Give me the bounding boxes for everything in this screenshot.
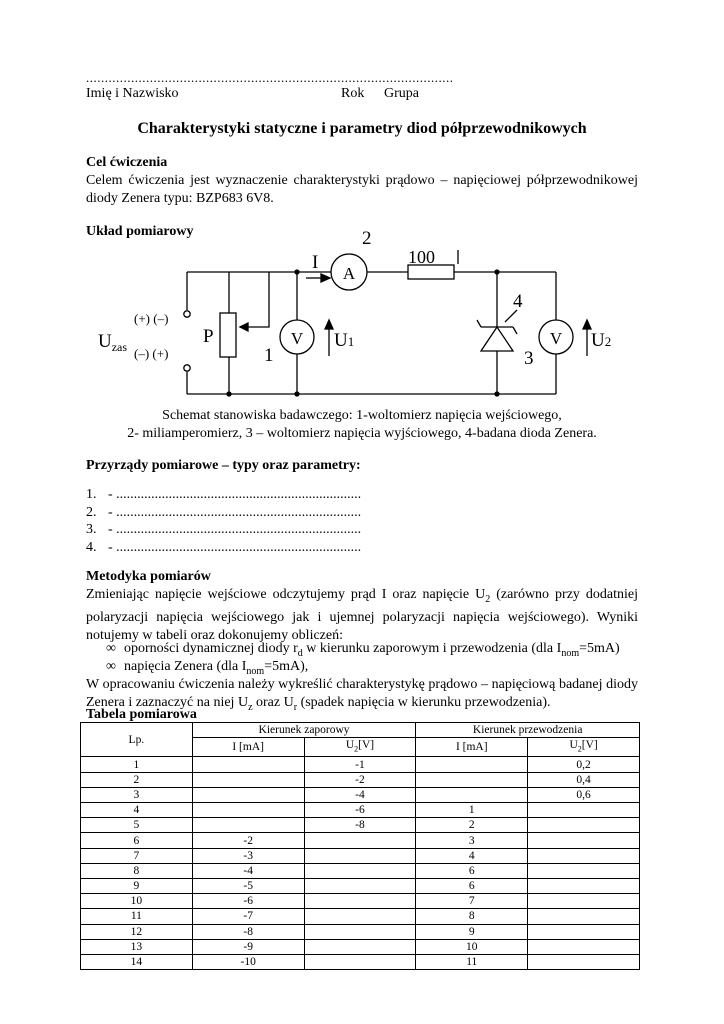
cell-fi: 1: [416, 803, 528, 818]
list-item: 3. - ......................................................................: [86, 522, 362, 537]
cell-ri: -6: [192, 894, 304, 909]
table-row: [81, 818, 640, 833]
cell-fu: [528, 924, 640, 939]
cell-ru: [304, 939, 416, 954]
cell-lp: 4: [81, 803, 193, 818]
cell-lp: 12: [81, 924, 193, 939]
label-num3: 3: [524, 348, 534, 369]
list-item: 2. - ......................................................................: [86, 504, 362, 520]
table-row: [81, 803, 640, 818]
cell-ru: -1: [304, 757, 416, 772]
circuit-diagram: [0, 0, 724, 420]
cell-lp: 2: [81, 772, 193, 787]
u1-label: U1: [334, 330, 355, 351]
cell-fi: [416, 772, 528, 787]
cell-ri: [192, 787, 304, 802]
caption-line1: Schemat stanowiska badawczego: 1-woltomierz napięcia wejściowego,: [162, 408, 562, 423]
col-lp-header: Lp.: [81, 723, 193, 757]
table-row: [81, 954, 640, 969]
list-item: 1. - ......................................................................: [86, 487, 362, 502]
cell-fu: 0,6: [528, 787, 640, 802]
cell-ru: [304, 848, 416, 863]
cell-ru: [304, 833, 416, 848]
list-item: 4. - ......................................................................: [86, 539, 362, 555]
cell-fu: 0,2: [528, 757, 640, 772]
table-row: [81, 772, 640, 787]
cell-fi: [416, 787, 528, 802]
resistor-label: 100: [408, 247, 435, 267]
cell-lp: 13: [81, 939, 193, 954]
forward-u-header: $U_2[V]$: [528, 738, 640, 757]
cell-fu: [528, 878, 640, 893]
table-row: [81, 878, 640, 893]
cell-ri: -5: [192, 878, 304, 893]
label-num1: 1: [264, 345, 274, 366]
cell-fi: 10: [416, 939, 528, 954]
cell-lp: 14: [81, 954, 193, 969]
signature-dots: ..................................................................................................: [86, 70, 454, 85]
cell-fu: [528, 894, 640, 909]
cell-fi: 6: [416, 878, 528, 893]
reverse-u-header: $U_2[V]$: [304, 738, 416, 757]
u2-label: U2: [591, 330, 612, 351]
cell-ri: -8: [192, 924, 304, 939]
instruments-heading: Przyrządy pomiarowe – typy oraz parametry:: [86, 458, 361, 473]
method-bullet-2: ∞ napięcia Zenera (dla $I_{nom}=5mA$),: [106, 659, 309, 677]
year-label: Rok: [341, 86, 365, 101]
cell-lp: 8: [81, 863, 193, 878]
table-heading: Tabela pomiarowa: [86, 707, 197, 722]
goal-heading: Cel ćwiczenia: [86, 155, 168, 170]
potentiometer-label: P: [203, 326, 214, 347]
table-row: [81, 757, 640, 772]
table-row: [81, 924, 640, 939]
measurement-table: [80, 722, 640, 970]
label-current: I: [312, 252, 319, 273]
page-title: Charakterystyki statyczne i parametry diod półprzewodnikowych: [137, 120, 587, 137]
cell-fi: 8: [416, 909, 528, 924]
table-row: [81, 909, 640, 924]
cell-ri: -2: [192, 833, 304, 848]
cell-fi: 4: [416, 848, 528, 863]
cell-fu: [528, 803, 640, 818]
cell-lp: 11: [81, 909, 193, 924]
cell-ri: -7: [192, 909, 304, 924]
forward-group-header: Kierunek przewodzenia: [416, 723, 640, 738]
table-row: [81, 863, 640, 878]
ammeter-label: A: [342, 264, 356, 283]
cell-fu: [528, 818, 640, 833]
cell-fu: [528, 833, 640, 848]
cell-ru: [304, 863, 416, 878]
cell-fi: 3: [416, 833, 528, 848]
cell-ri: [192, 772, 304, 787]
cell-fi: 2: [416, 818, 528, 833]
cell-lp: 9: [81, 878, 193, 893]
cell-ru: -4: [304, 787, 416, 802]
cell-fu: [528, 909, 640, 924]
method-paragraph-1: Zmieniając napięcie wejściowe odczytujemy prąd I oraz napięcie $U_2$ (zarówno przy dodatniej polaryzacji napięcia wejściowego jak i ujemnej polaryzacji napięcia wejściowego). Wyniki notujemy w tabeli oraz dokonujemy obliczeń:: [86, 587, 638, 643]
circuit-heading: Układ pomiarowy: [86, 224, 194, 239]
table-row: [81, 833, 640, 848]
cell-fu: [528, 863, 640, 878]
cell-fu: 0,4: [528, 772, 640, 787]
cell-ru: -8: [304, 818, 416, 833]
terminal-top-polarity: (+) (–): [134, 311, 169, 326]
cell-ri: -3: [192, 848, 304, 863]
cell-lp: 3: [81, 787, 193, 802]
forward-i-header: I [mA]: [416, 738, 528, 757]
cell-lp: 10: [81, 894, 193, 909]
cell-fi: 9: [416, 924, 528, 939]
cell-lp: 1: [81, 757, 193, 772]
reverse-group-header: Kierunek zaporowy: [192, 723, 416, 738]
table-row: [81, 939, 640, 954]
cell-ru: [304, 894, 416, 909]
cell-lp: 7: [81, 848, 193, 863]
table-row: [81, 848, 640, 863]
cell-ru: -2: [304, 772, 416, 787]
cell-fi: 6: [416, 863, 528, 878]
voltmeter2-label: V: [549, 329, 563, 348]
cell-fu: [528, 954, 640, 969]
caption-line2: 2- miliamperomierz, 3 – woltomierz napięcia wyjściowego, 4-badana dioda Zenera.: [127, 426, 597, 441]
label-num4: 4: [513, 291, 523, 312]
cell-ri: [192, 818, 304, 833]
cell-fi: 11: [416, 954, 528, 969]
group-label: Grupa: [384, 86, 419, 101]
cell-ri: -4: [192, 863, 304, 878]
cell-ri: [192, 803, 304, 818]
cell-fi: [416, 757, 528, 772]
voltmeter1-label: V: [290, 329, 304, 348]
u-zas-label: $U_{zas}$: [98, 331, 128, 354]
cell-ru: [304, 924, 416, 939]
method-paragraph-2: W opracowaniu ćwiczenia należy wykreślić charakterystykę prądowo – napięciową badanej diody Zenera i zaznaczyć na niej $U_z$ oraz $U_r$ (spadek napięcia w kierunku przewodzenia).: [86, 677, 638, 713]
cell-fi: 7: [416, 894, 528, 909]
cell-ri: -10: [192, 954, 304, 969]
cell-fu: [528, 848, 640, 863]
cell-ri: [192, 757, 304, 772]
cell-ri: -9: [192, 939, 304, 954]
cell-ru: -6: [304, 803, 416, 818]
cell-ru: [304, 878, 416, 893]
cell-ru: [304, 954, 416, 969]
goal-text: Celem ćwiczenia jest wyznaczenie charakterystyki prądowo – napięciowej półprzewodnikowej diody Zenera typu: BZP683 6V8.: [86, 173, 638, 206]
table-row: [81, 894, 640, 909]
method-heading: Metodyka pomiarów: [86, 569, 211, 584]
cell-ru: [304, 909, 416, 924]
method-bullet-1: ∞ oporności dynamicznej diody $r_d$ w kierunku zaporowym i przewodzenia (dla $I_{nom}=5mA$): [106, 641, 620, 659]
cell-lp: 5: [81, 818, 193, 833]
cell-lp: 6: [81, 833, 193, 848]
label-num2: 2: [362, 228, 372, 249]
cell-fu: [528, 939, 640, 954]
table-row: [81, 787, 640, 802]
name-label: Imię i Nazwisko: [86, 86, 179, 101]
instruments-list: [86, 486, 361, 556]
reverse-i-header: I [mA]: [192, 738, 304, 757]
terminal-bottom-polarity: (–) (+): [134, 346, 169, 361]
